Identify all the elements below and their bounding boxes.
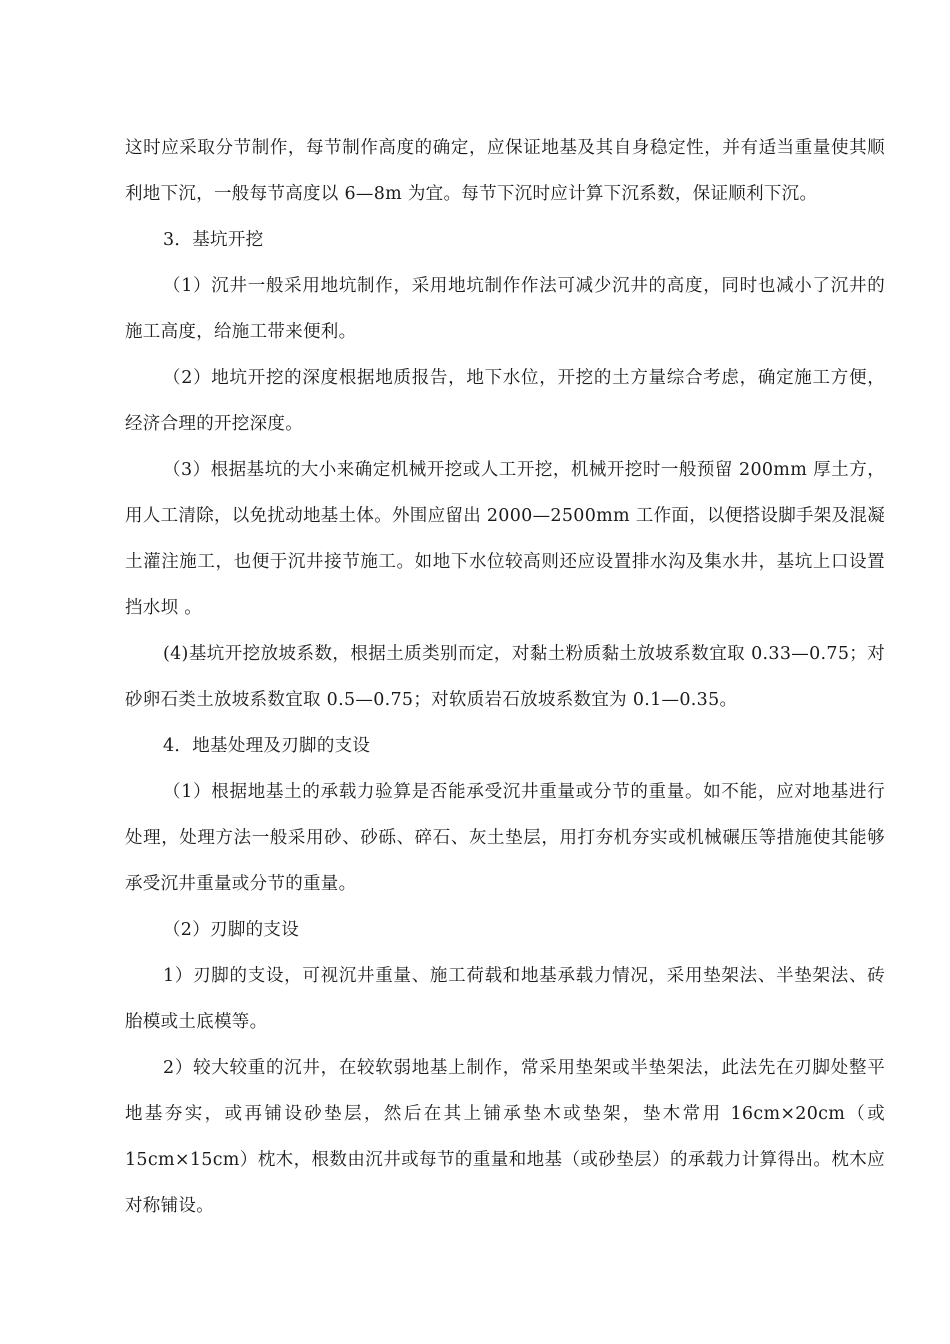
- paragraph-3-3: （3）根据基坑的大小来确定机械开挖或人工开挖，机械开挖时一般预留 200mm 厚土方，用人工清除，以免扰动地基土体。外围应留出 2000—2500mm 工作面，以便搭设脚手架及混凝土灌注施工，也便于沉井接节施工。如地下水位较高则还应设置排水沟及集水井，基坑上口设置挡水坝 。: [125, 460, 885, 618]
- paragraph-4-1: （1）根据地基土的承载力验算是否能承受沉井重量或分节的重量。如不能，应对地基进行处理，处理方法一般采用砂、砂砾、碎石、灰土垫层，用打夯机夯实或机械碾压等措施使其能够承受沉井重量或分节的重量。: [125, 782, 885, 894]
- paragraph-continuation: 这时应采取分节制作，每节制作高度的确定，应保证地基及其自身稳定性，并有适当重量使其顺利地下沉，一般每节高度以 6—8m 为宜。每节下沉时应计算下沉系数，保证顺利下沉。: [125, 138, 885, 204]
- section-heading-4: 4．地基处理及刃脚的支设: [163, 736, 371, 756]
- paragraph-3-4: (4)基坑开挖放坡系数，根据土质类别而定，对黏土粉质黏土放坡系数宜取 0.33—0.75；对砂卵石类土放坡系数宜取 0.5—0.75；对软质岩石放坡系数宜为 0.1—0.35。: [125, 644, 886, 710]
- paragraph-4-2-2: 2）较大较重的沉井，在较软弱地基上制作，常采用垫架或半垫架法，此法先在刃脚处整平地基夯实，或再铺设砂垫层，然后在其上铺承垫木或垫架，垫木常用 16cm×20cm（或15cm×15cm）枕木，根数由沉井或每节的重量和地基（或砂垫层）的承载力计算得出。枕木应对称铺设。: [125, 1058, 885, 1216]
- paragraph-3-1: （1）沉井一般采用地坑制作，采用地坑制作作法可减少沉井的高度，同时也减小了沉井的施工高度，给施工带来便利。: [125, 276, 885, 342]
- paragraph-4-2-1: 1）刃脚的支设，可视沉井重量、施工荷载和地基承载力情况，采用垫架法、半垫架法、砖胎模或土底模等。: [125, 966, 885, 1032]
- subheading-4-2: （2）刃脚的支设: [163, 920, 300, 940]
- paragraph-3-2: （2）地坑开挖的深度根据地质报告，地下水位，开挖的土方量综合考虑，确定施工方便，经济合理的开挖深度。: [125, 368, 885, 434]
- section-heading-3: 3．基坑开挖: [163, 230, 264, 250]
- document-body: [125, 125, 885, 1229]
